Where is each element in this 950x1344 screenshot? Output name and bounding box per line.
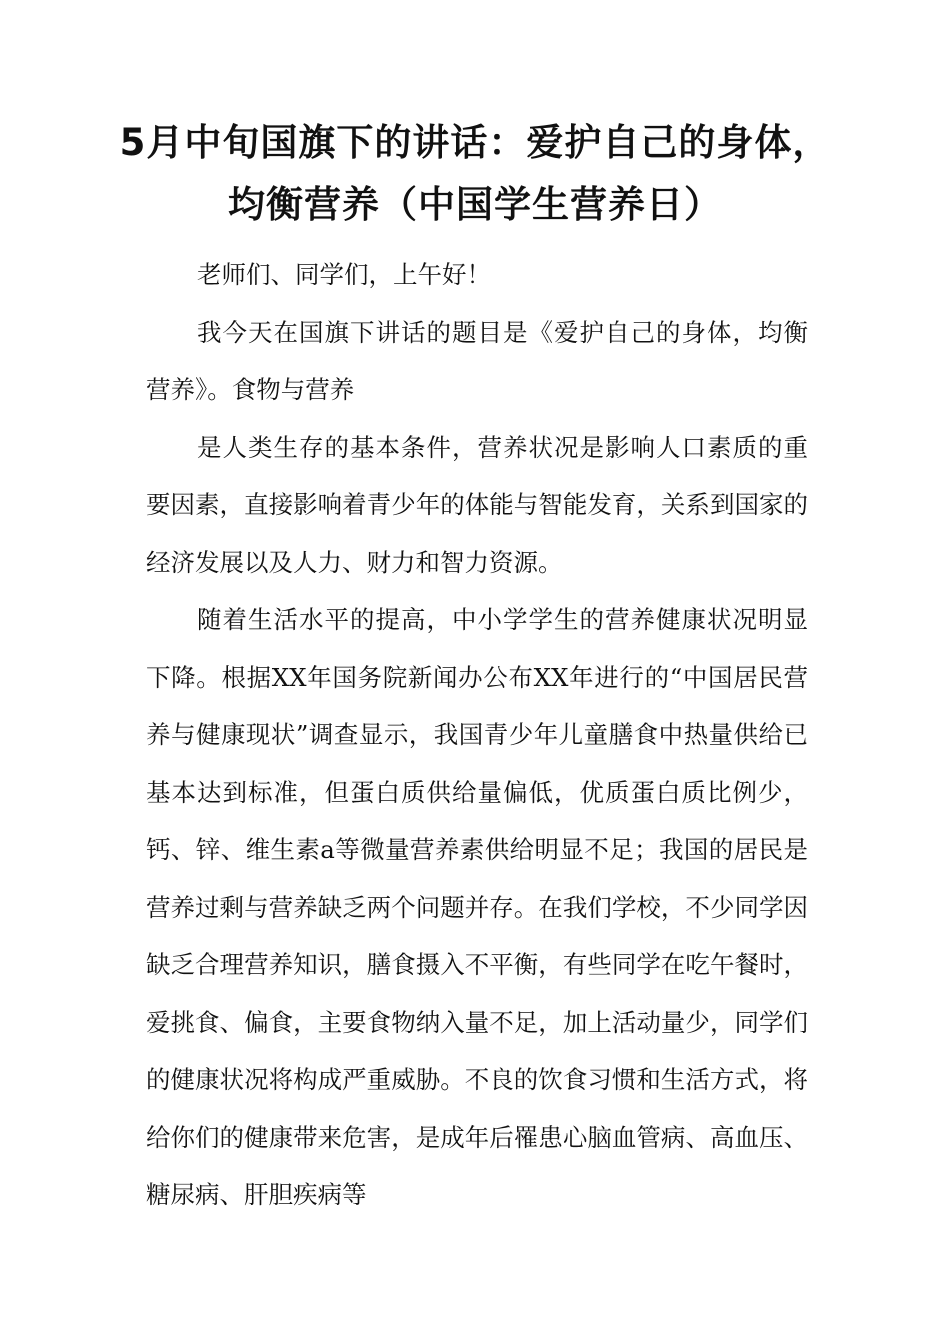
paragraph-health-status: 随着生活水平的提高，中小学学生的营养健康状况明显下降。根据XX年国务院新闻办公布XX年进行的“中国居民营养与健康现状”调查显示，我国青少年儿童膳食中热量供给已基本达到标准，但蛋白质供给量偏低，优质蛋白质比例少，钙、锌、维生素a等微量营养素供给明显不足；我国的居民是营养过剩与营养缺乏两个问题并存。在我们学校，不少同学因缺乏合理营养知识，膳食摄入不平衡，有些同学在吃午餐时，爱挑食、偏食，主要食物纳入量不足，加上活动量少，同学们的健康状况将构成严重威胁。不良的饮食习惯和生活方式，将给你们的健康带来危害，是成年后罹患心脑血管病、高血压、糖尿病、肝胆疾病等 xyxy=(146,605,808,1209)
document-title: 5月中旬国旗下的讲话：爱护自己的身体，均衡营养（中国学生营养日） xyxy=(119,121,831,226)
document-body xyxy=(146,246,808,1224)
paragraph-topic: 我今天在国旗下讲话的题目是《爱护自己的身体，均衡营养》。食物与营养 xyxy=(146,317,808,404)
paragraph-greeting: 老师们、同学们，上午好！ xyxy=(197,260,491,289)
paragraph-nutrition-basis: 是人类生存的基本条件，营养状况是影响人口素质的重要因素，直接影响着青少年的体能与智能发育，关系到国家的经济发展以及人力、财力和智力资源。 xyxy=(146,432,808,577)
